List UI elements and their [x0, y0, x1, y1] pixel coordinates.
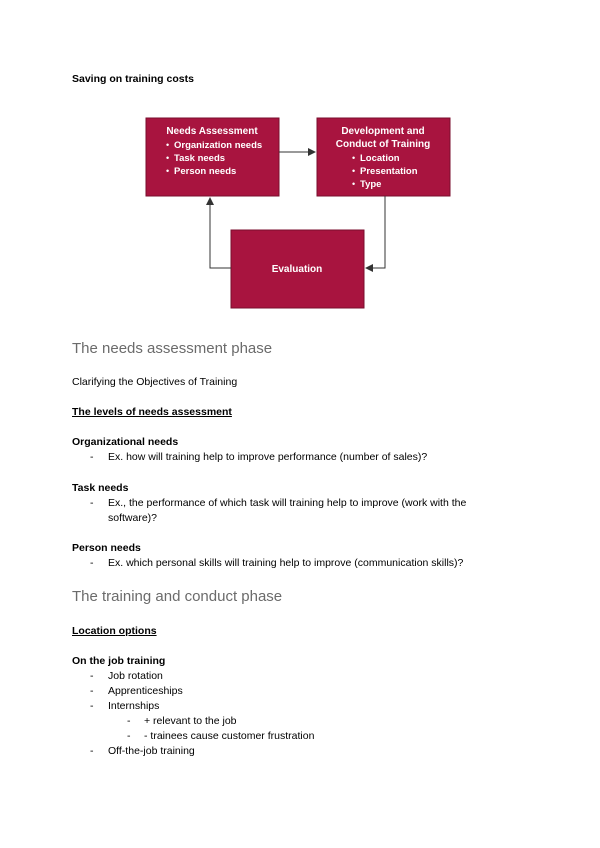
needs-assessment-title: Needs Assessment — [166, 126, 258, 137]
person-needs-item: Ex. which personal skills will training help to improve (communication skills)? — [108, 557, 464, 569]
list-dash: - — [127, 730, 131, 742]
needs-item-organization: Organization needs — [174, 140, 263, 151]
off-the-job-item: Off-the-job training — [108, 745, 195, 757]
organizational-needs-label: Organizational needs — [72, 436, 179, 448]
list-dash: - — [90, 557, 94, 569]
dev-item-presentation: Presentation — [360, 166, 418, 177]
training-cycle-diagram — [140, 112, 460, 317]
arrow-development-to-evaluation — [366, 196, 385, 268]
dev-item-location: Location — [360, 153, 400, 164]
apprenticeships-item: Apprenticeships — [108, 685, 183, 697]
list-dash: - — [90, 700, 94, 712]
development-title-line2: Conduct of Training — [335, 139, 431, 150]
dev-item-type: Type — [360, 179, 382, 190]
needs-item-task: Task needs — [174, 153, 226, 164]
internships-item: Internships — [108, 700, 160, 712]
needs-assessment-heading: The needs assessment phase — [72, 340, 273, 357]
list-dash: - — [90, 685, 94, 697]
job-rotation-item: Job rotation — [108, 670, 163, 682]
training-conduct-heading: The training and conduct phase — [72, 588, 283, 605]
development-title-line1: Development and — [341, 126, 425, 137]
list-dash: - — [127, 715, 131, 727]
location-options-heading: Location options — [72, 625, 157, 637]
list-dash: - — [90, 745, 94, 757]
needs-item-person: Person needs — [174, 166, 237, 177]
task-needs-item-line2: software)? — [108, 512, 158, 524]
levels-heading: The levels of needs assessment — [72, 406, 232, 418]
internship-con-item: - trainees cause customer frustration — [144, 730, 315, 742]
arrow-evaluation-to-needs — [210, 198, 231, 268]
list-dash: - — [90, 670, 94, 682]
dev-item-bullet: • — [352, 166, 356, 176]
dev-item-bullet: • — [352, 179, 356, 189]
needs-item-bullet: • — [166, 140, 170, 150]
dev-item-bullet: • — [352, 153, 356, 163]
task-needs-item-line1: Ex., the performance of which task will training help to improve (work with the — [108, 497, 467, 509]
needs-item-bullet: • — [166, 166, 170, 176]
internship-pro-item: + relevant to the job — [144, 715, 237, 727]
list-dash: - — [90, 497, 94, 509]
list-dash: - — [90, 451, 94, 463]
organizational-needs-item: Ex. how will training help to improve performance (number of sales)? — [108, 451, 428, 463]
needs-item-bullet: • — [166, 153, 170, 163]
person-needs-label: Person needs — [72, 542, 141, 554]
document-title: Saving on training costs — [72, 73, 194, 85]
objectives-subtitle: Clarifying the Objectives of Training — [72, 376, 238, 388]
evaluation-title: Evaluation — [271, 264, 323, 275]
on-the-job-label: On the job training — [72, 655, 166, 667]
task-needs-label: Task needs — [72, 482, 129, 494]
